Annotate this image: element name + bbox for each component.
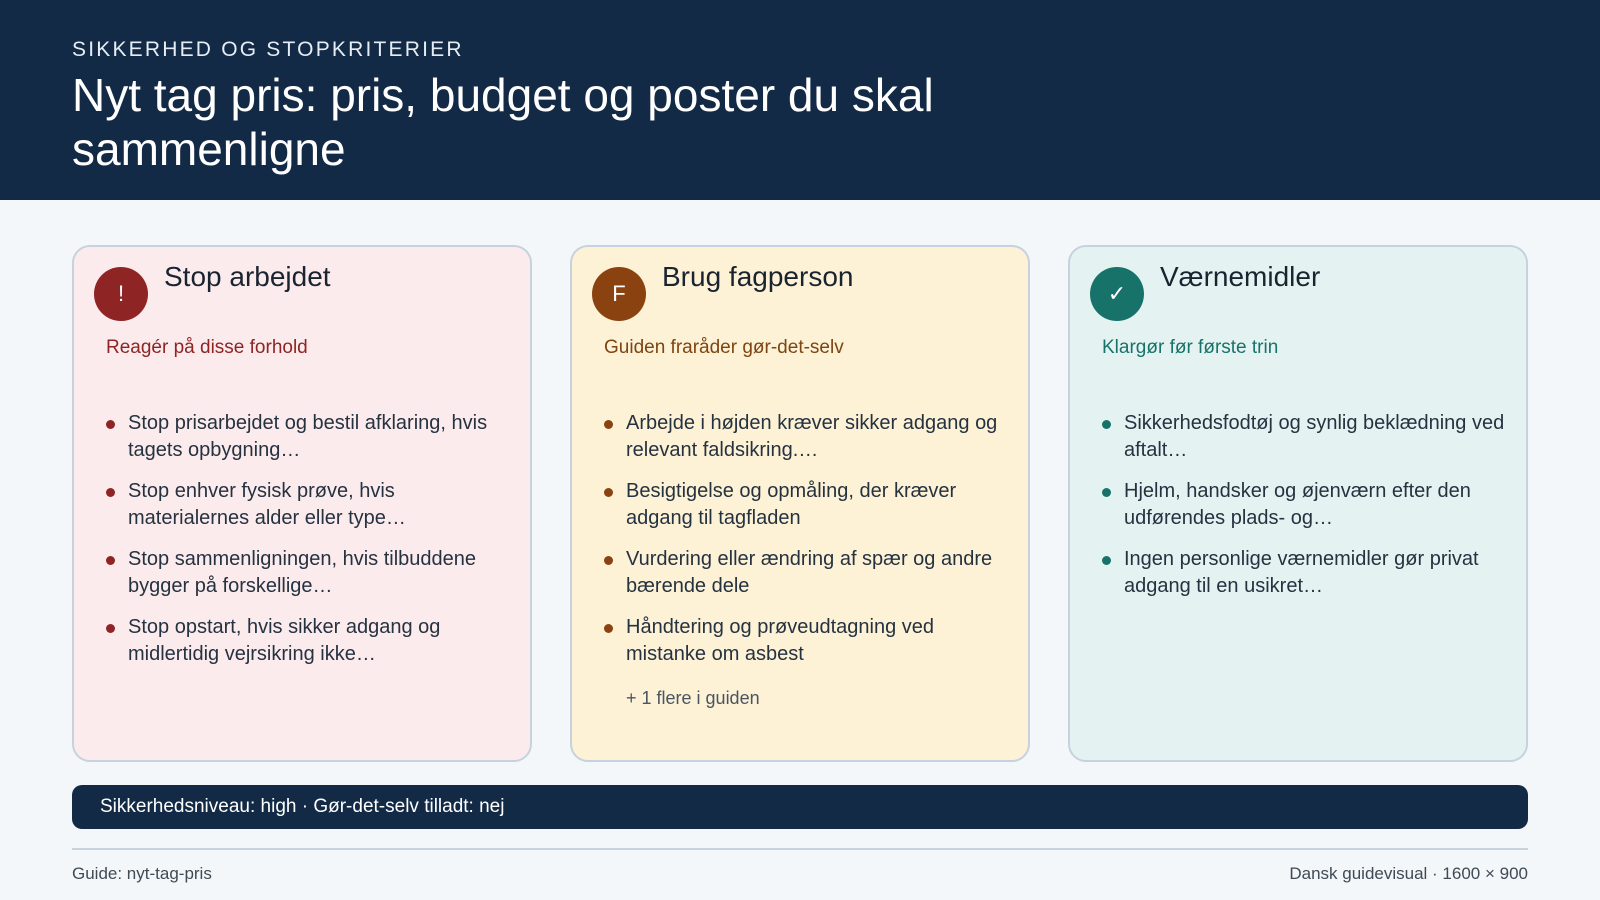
- card-title: Værnemidler: [1160, 261, 1321, 292]
- page-title: Nyt tag pris: pris, budget og poster du skal sammenligne: [72, 69, 934, 175]
- list-item: Ingen personlige værnemidler gør privat adgang til en usikret…: [1102, 546, 1512, 600]
- list-item: Arbejde i højden kræver sikker adgang og relevant faldsikring.…: [604, 410, 1014, 464]
- bullet-dot-icon: [604, 420, 613, 429]
- footer-divider: [72, 848, 1528, 850]
- list-item: Stop sammenligningen, hvis tilbuddene bygger på forskellige…: [106, 546, 516, 600]
- bullet-dot-icon: [1102, 556, 1111, 565]
- bullet-dot-icon: [106, 624, 115, 633]
- card-use-professional: [570, 245, 1030, 762]
- bullet-dot-icon: [604, 624, 613, 633]
- status-bar: [72, 785, 1528, 829]
- list-item: Stop opstart, hvis sikker adgang og midlertidig vejrsikring ikke…: [106, 614, 516, 668]
- status-text: Sikkerhedsniveau: high · Gør-det-selv tilladt: nej: [100, 796, 505, 817]
- card-title: Stop arbejdet: [164, 261, 331, 292]
- bullet-dot-icon: [604, 556, 613, 565]
- bullet-dot-icon: [604, 488, 613, 497]
- card-item-list: [604, 410, 1014, 682]
- list-item: Besigtigelse og opmåling, der kræver adgang til tagfladen: [604, 478, 1014, 532]
- list-item: Hjelm, handsker og øjenværn efter den udførendes plads- og…: [1102, 478, 1512, 532]
- footer-guide-label: Guide: nyt-tag-pris: [72, 864, 212, 883]
- footer-meta-label: Dansk guidevisual · 1600 × 900: [1289, 864, 1528, 883]
- card-subtitle: Guiden fraråder gør-det-selv: [604, 337, 844, 358]
- list-item: Sikkerhedsfodtøj og synlig beklædning ved aftalt…: [1102, 410, 1512, 464]
- professional-icon: F: [592, 267, 646, 321]
- card-subtitle: Reagér på disse forhold: [106, 337, 308, 358]
- bullet-dot-icon: [106, 488, 115, 497]
- list-item: Vurdering eller ændring af spær og andre bærende dele: [604, 546, 1014, 600]
- list-item: Stop enhver fysisk prøve, hvis materialernes alder eller type…: [106, 478, 516, 532]
- card-item-list: [1102, 410, 1512, 614]
- list-item: Stop prisarbejdet og bestil afklaring, hvis tagets opbygning…: [106, 410, 516, 464]
- bullet-dot-icon: [1102, 420, 1111, 429]
- exclamation-icon: !: [94, 267, 148, 321]
- bullet-dot-icon: [1102, 488, 1111, 497]
- checkmark-icon: ✓: [1090, 267, 1144, 321]
- card-protective-equipment: [1068, 245, 1528, 762]
- list-item: Håndtering og prøveudtagning ved mistanke om asbest: [604, 614, 1014, 668]
- card-title: Brug fagperson: [662, 261, 854, 292]
- eyebrow-label: SIKKERHED OG STOPKRITERIER: [72, 38, 464, 61]
- more-items-note: + 1 flere i guiden: [626, 688, 760, 708]
- card-item-list: [106, 410, 516, 682]
- card-subtitle: Klargør før første trin: [1102, 337, 1279, 358]
- card-stop-work: [72, 245, 532, 762]
- bullet-dot-icon: [106, 420, 115, 429]
- bullet-dot-icon: [106, 556, 115, 565]
- header: [0, 0, 1600, 200]
